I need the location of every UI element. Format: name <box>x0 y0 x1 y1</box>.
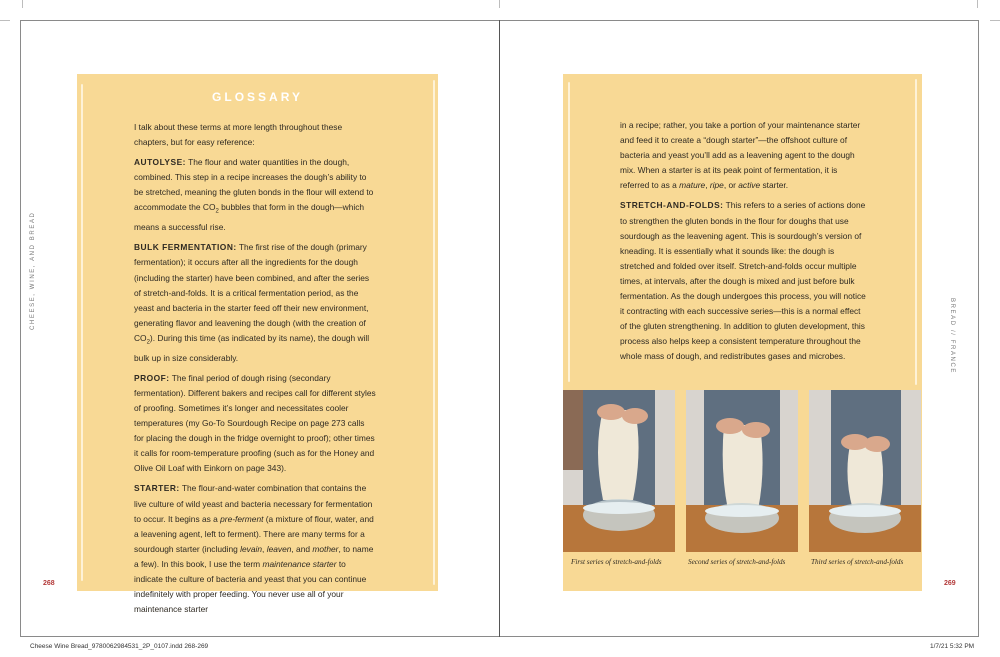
term-bulk-fermentation: BULK FERMENTATION: <box>134 242 237 253</box>
dough-photo-illustration <box>563 390 675 552</box>
entry-starter: STARTER: The flour-and-water combination that contains the live culture of wild yeast and bacteria necessary for fermentation to occur. It begins as a pre-ferment (a mixture of flour, water, and a leavening agent, left to ferment). There are many terms for a sourdough starter (including levain, leaven, and mother, to name a few). In this book, I use the term maintenance starter to indicate the culture of bacteria and yeast that you can continue indefinitely with proper feeding. You never use all of your maintenance starter <box>134 483 374 615</box>
page-number-left: 268 <box>43 580 55 587</box>
photo-second-series <box>686 390 798 552</box>
entry-stretch-and-folds: STRETCH-AND-FOLDS: This refers to a series of actions done to strengthen the gluten bonds in the flour for doughs that use sourdough as the leavening agent. This is sourdough’s version of kneading. It is essentially what it sounds like: the dough is stretched and folded over itself. Stretch-and-folds occur multiple times, at intervals, after the dough is mixed and just before bulk fermentation. As the dough undergoes this process, you will notice it contracting with each successive series—this is a normal effect of the gluten strengthening. In addition to gluten development, this process also helps keep a consistent temperature throughout the whole mass of dough, and redistributes gases and microbes. <box>620 200 866 362</box>
term-autolyse: AUTOLYSE: <box>134 157 186 168</box>
entry-autolyse: AUTOLYSE: The flour and water quantities in the dough, combined. This step in a recipe increases the dough’s ability to be stretched, meaning the gluten bonds in the flour will extend to accommodate the $CO_2$ bubbles that form in the dough—which means a successful rise. <box>134 157 374 233</box>
term-stretch-and-folds: STRETCH-AND-FOLDS: <box>620 200 724 211</box>
slug-timestamp: 1/7/21 5:32 PM <box>930 643 975 650</box>
gutter-line <box>499 20 500 637</box>
photo-first-series <box>563 390 675 552</box>
crop-mark <box>22 0 23 8</box>
slug-file-info: Cheese Wine Bread_9780062984531_2P_0107.indd 268-269 <box>30 643 209 650</box>
running-head-right: BREAD // FRANCE <box>949 298 955 375</box>
entry-proof: PROOF: The final period of dough rising (secondary fermentation). Different bakers and recipes call for different styles of proofing. Sometimes it’s longer and necessitates cooler temperatures (my Go-To Sourdough Recipe on page 273 calls for placing the dough in the fridge overnight to proof); other times it calls for room-temperature proofing (such as for the Honey and Olive Oil Loaf with Einkorn on page 343). <box>134 372 376 474</box>
panel-border-right <box>433 80 435 585</box>
glossary-column-right <box>620 118 866 370</box>
panel-border-left <box>568 82 570 382</box>
panel-border-left <box>81 84 83 581</box>
entry-bulk-fermentation: BULK FERMENTATION: The first rise of the dough (primary fermentation); it occurs after all the ingredients for the dough (including the starter) have been combined, and after the series of stretch-and-folds. It is a critical fermentation period, as the yeast and bacteria in the starter feed off their new environment, generating flavor and leavening the dough (with the creation of $CO_2$). During this time (as indicated by its name), the dough will bulk up in size considerably. <box>134 242 370 363</box>
crop-mark <box>990 20 1000 21</box>
term-starter: STARTER: <box>134 483 180 494</box>
dough-photo-illustration <box>809 390 921 552</box>
panel-border-right <box>915 79 917 385</box>
term-proof: PROOF: <box>134 372 170 383</box>
photo-third-series <box>809 390 921 552</box>
glossary-intro: I talk about these terms at more length throughout these chapters, but for easy reference: <box>134 122 343 148</box>
dough-photo-illustration <box>686 390 798 552</box>
crop-mark <box>0 20 10 21</box>
crop-mark <box>977 0 978 8</box>
glossary-title: GLOSSARY <box>212 90 303 104</box>
page-number-right: 269 <box>944 580 956 587</box>
caption-second: Second series of stretch-and-folds <box>688 558 786 566</box>
running-head-left: CHEESE, WINE, AND BREAD <box>30 211 36 330</box>
glossary-column-left <box>134 120 376 622</box>
crop-mark <box>499 0 500 8</box>
caption-third: Third series of stretch-and-folds <box>811 558 904 566</box>
entry-starter-continued: in a recipe; rather, you take a portion of your maintenance starter and feed it to create a “dough starter”—the offshoot culture of bacteria and yeast you’ll add as a leavening agent to the dough mix. When a starter is at its peak point of fermentation, it is referred to as a mature, ripe, or active starter. <box>620 120 861 191</box>
caption-first: First series of stretch-and-folds <box>571 558 662 566</box>
